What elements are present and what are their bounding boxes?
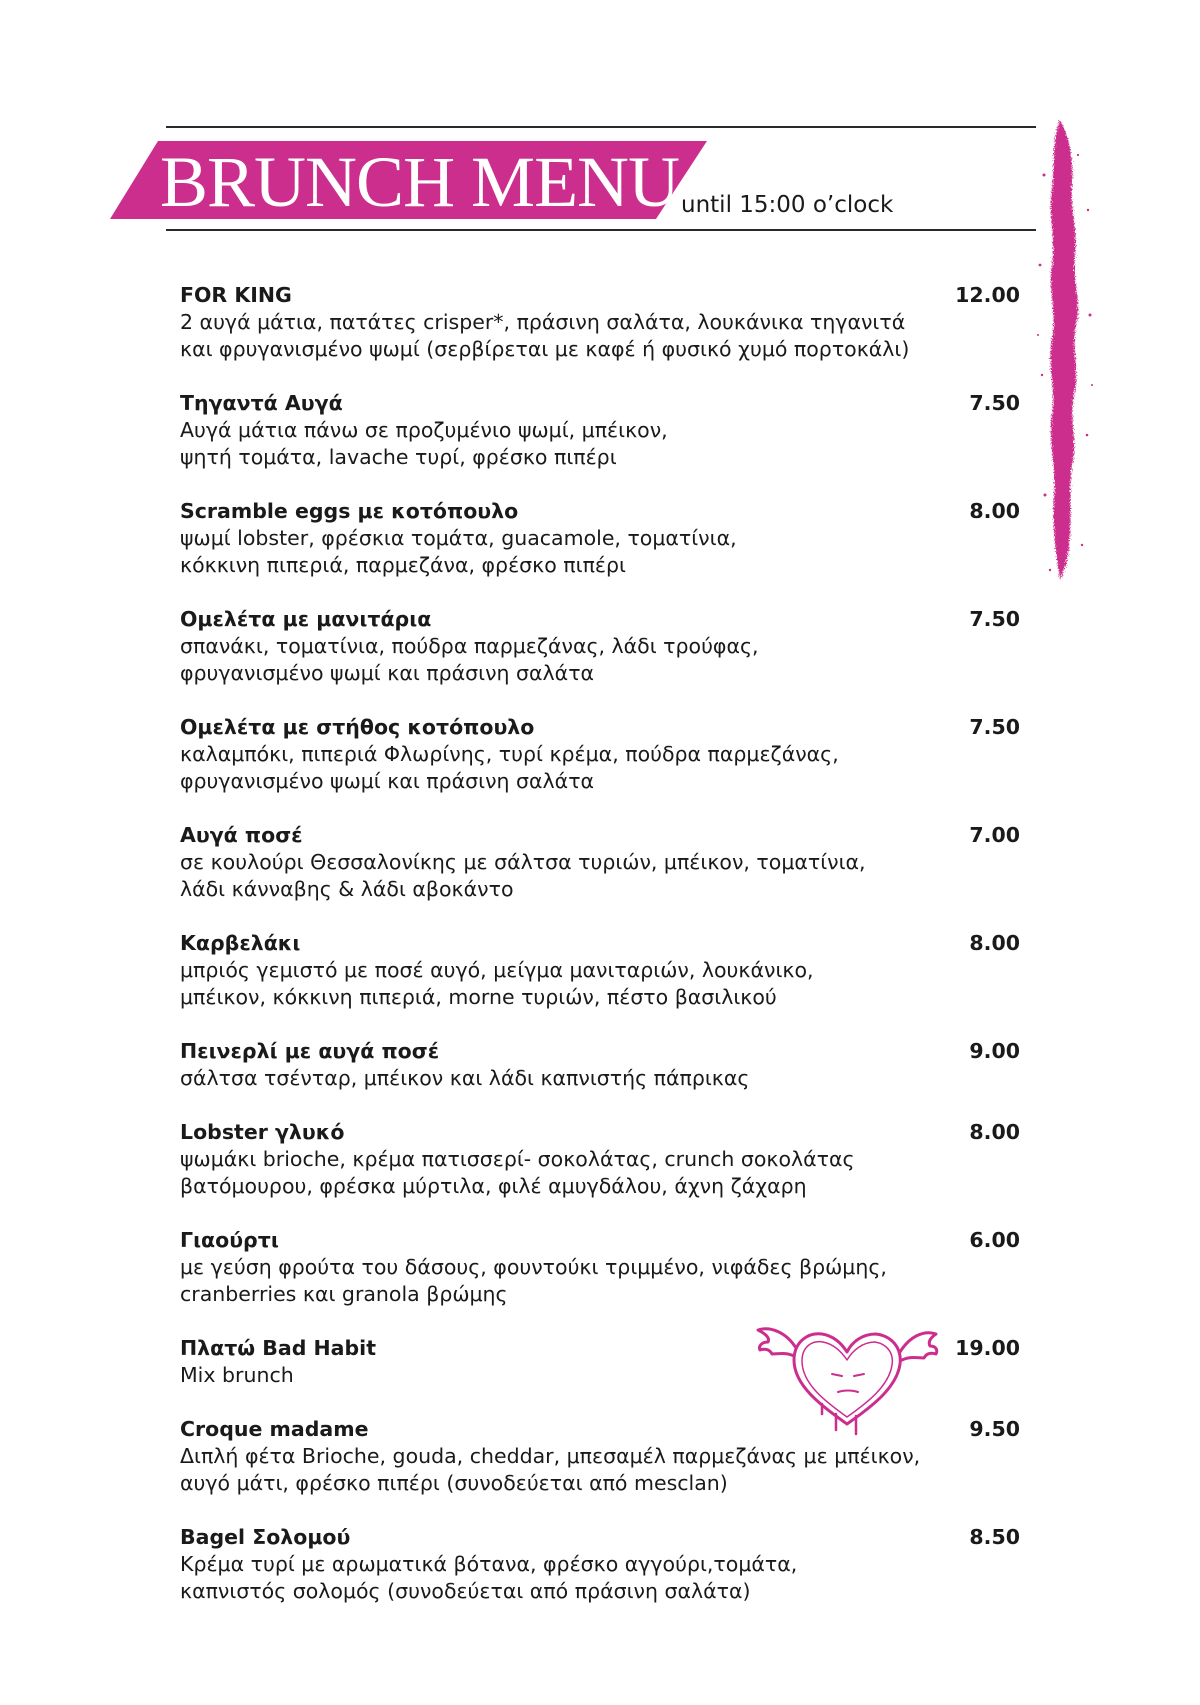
menu-item	[180, 822, 1030, 930]
item-description: κόκκινη πιπεριά, παρμεζάνα, φρέσκο πιπέρι	[180, 553, 626, 577]
menu-item	[180, 390, 1030, 498]
item-description: σάλτσα τσένταρ, μπέικον και λάδι καπνιστής πάπρικας	[180, 1066, 750, 1090]
item-price: 8.00	[969, 499, 1020, 523]
item-description: μπριός γεμιστό με ποσέ αυγό, μείγμα μανιταριών, λουκάνικο,	[180, 958, 814, 982]
item-price: 7.50	[969, 391, 1020, 415]
menu-item	[180, 1416, 1030, 1524]
menu-subtitle: until 15:00 o’clock	[681, 192, 894, 218]
item-description: καπνιστός σολομός (συνοδεύεται από πράσινη σαλάτα)	[180, 1579, 751, 1603]
item-price: 8.00	[969, 1120, 1020, 1144]
item-name: Croque madame	[180, 1417, 369, 1441]
item-name: Lobster γλυκό	[180, 1120, 345, 1144]
item-description: ψητή τομάτα, lavache τυρί, φρέσκο πιπέρι	[180, 445, 617, 469]
item-description: και φρυγανισμένο ψωμί (σερβίρεται με καφέ ή φυσικό χυμό πορτοκάλι)	[180, 337, 910, 361]
item-name: FOR KING	[180, 283, 292, 307]
item-name: Ομελέτα με μανιτάρια	[180, 607, 432, 631]
menu-item	[180, 606, 1030, 714]
menu-item	[180, 498, 1030, 606]
item-description: αυγό μάτι, φρέσκο πιπέρι (συνοδεύεται από mesclan)	[180, 1471, 728, 1495]
header-bottom-rule	[166, 229, 1036, 231]
item-description: 2 αυγά μάτια, πατάτες crisper*, πράσινη σαλάτα, λουκάνικα τηγανιτά	[180, 310, 906, 334]
item-price: 9.50	[969, 1417, 1020, 1441]
item-description: ψωμί lobster, φρέσκια τομάτα, guacamole, τοματίνια,	[180, 526, 737, 550]
item-description: λάδι κάνναβης & λάδι αβοκάντο	[180, 877, 514, 901]
item-name: Καρβελάκι	[180, 931, 301, 955]
item-description: καλαμπόκι, πιπεριά Φλωρίνης, τυρί κρέμα, πούδρα παρμεζάνας,	[180, 742, 839, 766]
menu-item	[180, 1335, 1030, 1416]
item-name: Πεινερλί με αυγά ποσέ	[180, 1039, 440, 1063]
item-price: 12.00	[955, 283, 1020, 307]
menu-item	[180, 714, 1030, 822]
item-name: Scramble eggs με κοτόπουλο	[180, 499, 519, 523]
menu-item	[180, 1524, 1030, 1605]
item-description: βατόμουρου, φρέσκα μύρτιλα, φιλέ αμυγδάλου, άχνη ζάχαρη	[180, 1174, 807, 1198]
item-price: 7.00	[969, 823, 1020, 847]
item-description: cranberries και granola βρώμης	[180, 1282, 508, 1306]
item-price: 19.00	[955, 1336, 1020, 1360]
menu-list	[180, 282, 1030, 1605]
item-description: σπανάκι, τοματίνια, πούδρα παρμεζάνας, λάδι τρούφας,	[180, 634, 759, 658]
menu-item	[180, 1119, 1030, 1227]
item-price: 7.50	[969, 607, 1020, 631]
menu-item	[180, 282, 1030, 390]
menu-title: BRUNCH MENU	[160, 142, 680, 222]
item-name: Bagel Σολομού	[180, 1525, 351, 1549]
item-name: Πλατώ Bad Habit	[180, 1336, 377, 1360]
item-price: 8.00	[969, 931, 1020, 955]
item-description: με γεύση φρούτα του δάσους, φουντούκι τριμμένο, νιφάδες βρώμης,	[180, 1255, 887, 1279]
item-description: Διπλή φέτα Brioche, gouda, cheddar, μπεσαμέλ παρμεζάνας με μπέικον,	[180, 1444, 921, 1468]
item-price: 9.00	[969, 1039, 1020, 1063]
item-name: Τηγαντά Αυγά	[180, 391, 343, 415]
item-price: 6.00	[969, 1228, 1020, 1252]
spray-paint-stroke	[1030, 115, 1100, 585]
item-description: Mix brunch	[180, 1363, 294, 1387]
item-price: 7.50	[969, 715, 1020, 739]
item-name: Ομελέτα με στήθος κοτόπουλο	[180, 715, 535, 739]
item-description: ψωμάκι brioche, κρέμα πατισσερί- σοκολάτας, crunch σοκολάτας	[180, 1147, 855, 1171]
menu-item	[180, 930, 1030, 1038]
item-description: μπέικον, κόκκινη πιπεριά, morne τυριών, πέστο βασιλικού	[180, 985, 777, 1009]
menu-item	[180, 1038, 1030, 1119]
item-description: σε κουλούρι Θεσσαλονίκης με σάλτσα τυριών, μπέικον, τοματίνια,	[180, 850, 866, 874]
menu-item	[180, 1227, 1030, 1335]
item-description: φρυγανισμένο ψωμί και πράσινη σαλάτα	[180, 661, 595, 685]
item-description: Κρέμα τυρί με αρωματικά βότανα, φρέσκο αγγούρι,τομάτα,	[180, 1552, 798, 1576]
spray-stroke-body	[1050, 120, 1078, 580]
item-description: Αυγά μάτια πάνω σε προζυμένιο ψωμί, μπέικον,	[180, 418, 668, 442]
item-name: Γιαούρτι	[180, 1228, 279, 1252]
item-description: φρυγανισμένο ψωμί και πράσινη σαλάτα	[180, 769, 595, 793]
item-price: 8.50	[969, 1525, 1020, 1549]
item-name: Αυγά ποσέ	[180, 823, 303, 847]
